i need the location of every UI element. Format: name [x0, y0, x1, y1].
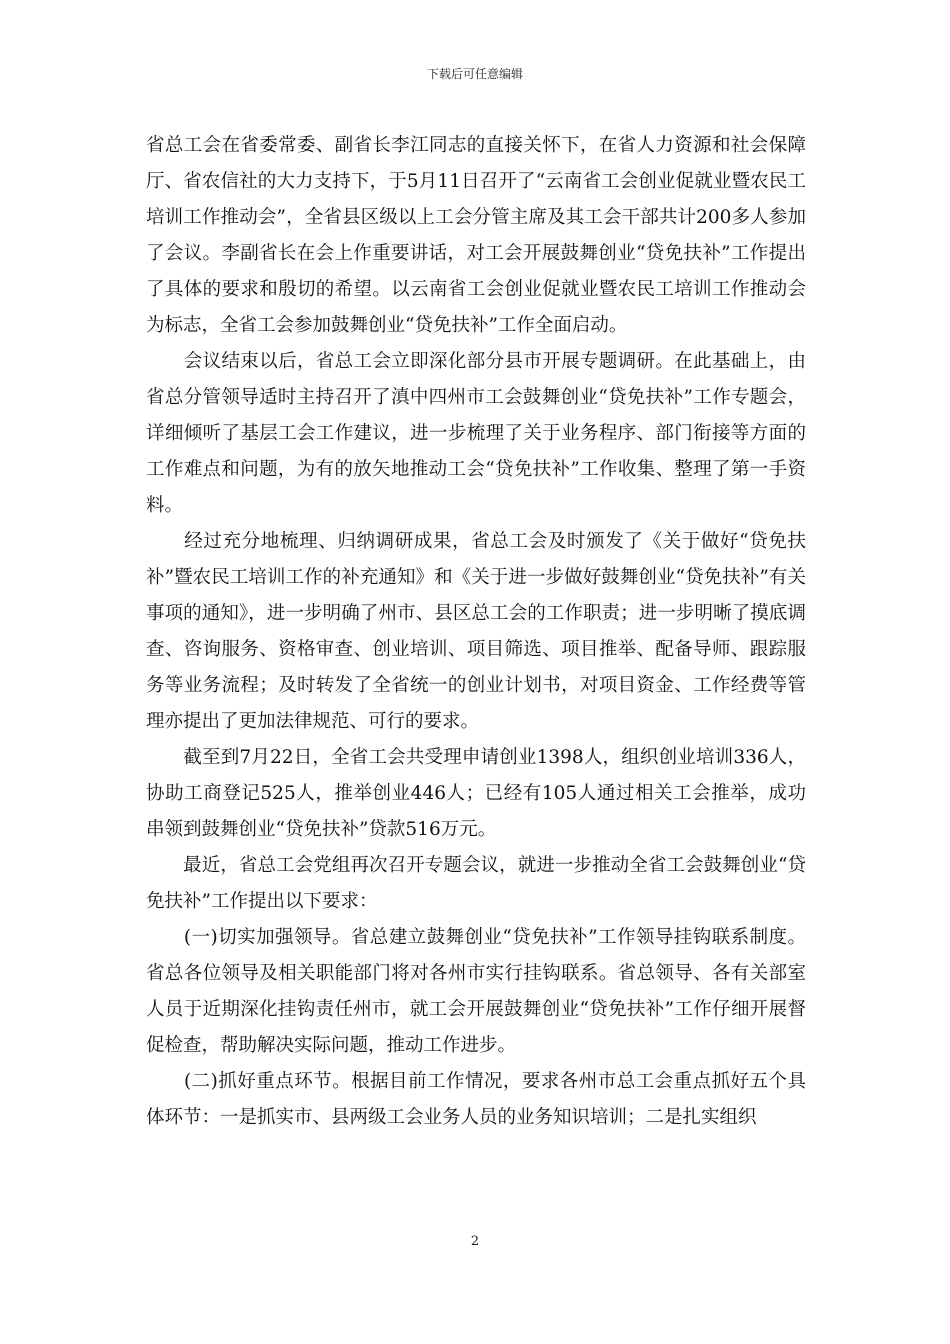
paragraph-1: 省总工会在省委常委、副省长李江同志的直接关怀下，在省人力资源和社会保障厅、省农信社的大力支持下，于5月11日召开了“云南省工会创业促就业暨农民工培训工作推动会”，全省县区级以上工会分管主席及其工会干部共计200多人参加了会议。李副省长在会上作重要讲话，对工会开展鼓舞创业“贷免扶补”工作提出了具体的要求和殷切的希望。以云南省工会创业促就业暨农民工培训工作推动会为标志，全省工会参加鼓舞创业“贷免扶补”工作全面启动。 [146, 135, 806, 336]
paragraph-7: (二)抓好重点环节。根据目前工作情况，要求各州市总工会重点抓好五个具体环节：一是抓实市、县两级工会业务人员的业务知识培训；二是扎实组织 [146, 1071, 806, 1128]
paragraph-4: 截至到7月22日，全省工会共受理申请创业1398人，组织创业培训336人，协助工商登记525人，推举创业446人；已经有105人通过相关工会推举，成功串领到鼓舞创业“贷免扶补”贷款516万元。 [146, 747, 806, 840]
paragraph-5: 最近，省总工会党组再次召开专题会议，就进一步推动全省工会鼓舞创业“贷免扶补”工作提出以下要求： [146, 855, 806, 912]
document-body [146, 128, 806, 1136]
paragraph-6: (一)切实加强领导。省总建立鼓舞创业“贷免扶补”工作领导挂钩联系制度。省总各位领导及相关职能部门将对各州市实行挂钩联系。省总领导、各有关部室人员于近期深化挂钩责任州市，就工会开展鼓舞创业“贷免扶补”工作仔细开展督促检查，帮助解决实际问题，推动工作进步。 [146, 927, 806, 1056]
paragraph-2: 会议结束以后，省总工会立即深化部分县市开展专题调研。在此基础上，由省总分管领导适时主持召开了滇中四州市工会鼓舞创业“贷免扶补”工作专题会，详细倾听了基层工会工作建议，进一步梳理了关于业务程序、部门衔接等方面的工作难点和问题，为有的放矢地推动工会“贷免扶补”工作收集、整理了第一手资料。 [146, 351, 806, 516]
page-header: 下载后可任意编辑 [426, 67, 523, 81]
page-number: 2 [470, 1234, 480, 1249]
paragraph-3: 经过充分地梳理、归纳调研成果，省总工会及时颁发了《关于做好“贷免扶补”暨农民工培训工作的补充通知》和《关于进一步做好鼓舞创业“贷免扶补”有关事项的通知》，进一步明确了州市、县区总工会的工作职责；进一步明晰了摸底调查、咨询服务、资格审查、创业培训、项目筛选、项目推举、配备导师、跟踪服务等业务流程；及时转发了全省统一的创业计划书，对项目资金、工作经费等管理亦提出了更加法律规范、可行的要求。 [146, 531, 806, 732]
